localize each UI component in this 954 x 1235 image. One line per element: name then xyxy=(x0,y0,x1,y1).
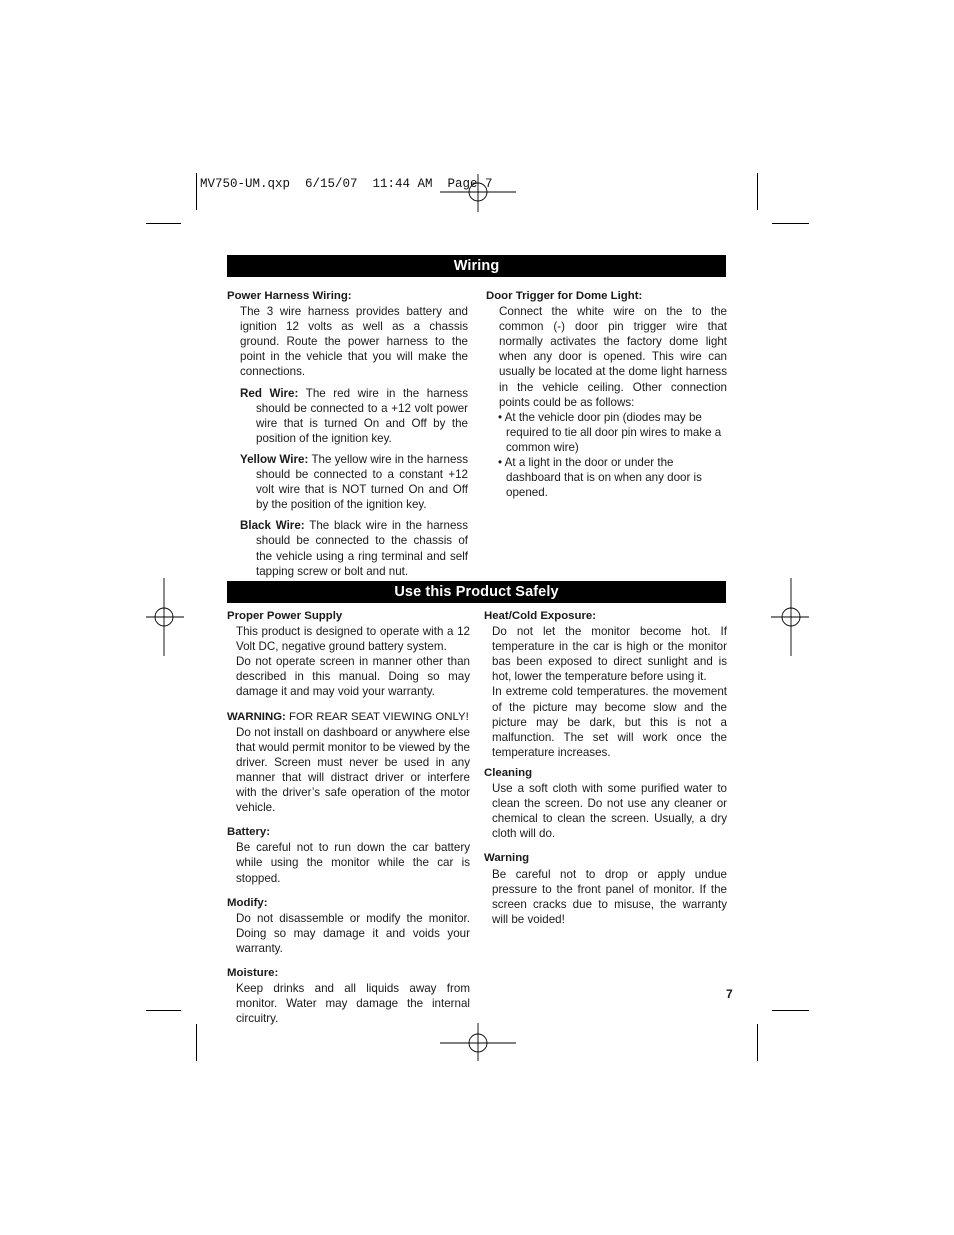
power-supply-text: This product is designed to operate with a 12 Volt DC, negative ground battery system. xyxy=(236,625,470,654)
heat-cold-text: In extreme cold temperatures. the movement of the picture may become slow and the picture may be dark, but this is not a malfunction. The set will work once the temperature increases. xyxy=(492,685,727,759)
yellow-wire-paragraph xyxy=(227,452,468,512)
black-wire-paragraph xyxy=(227,518,468,578)
red-wire-label: Red Wire: xyxy=(240,386,299,400)
warning-heading xyxy=(227,710,470,725)
yellow-wire-text: The yellow wire in the harness should be connected to a constant +12 volt wire that is NOT turned On and Off by the position of the ignition key. xyxy=(256,452,468,512)
printer-slug: MV750-UM.qxp 6/15/07 11:44 AM Page 7 xyxy=(200,177,493,191)
door-trigger-heading: Door Trigger for Dome Light: xyxy=(486,290,643,302)
crop-mark xyxy=(146,1010,181,1011)
warning-text: Be careful not to drop or apply undue pressure to the front panel of monitor. If the screen cracks due to misuse, the warranty will be voided! xyxy=(492,867,727,926)
registration-mark-bottom-icon xyxy=(440,1023,516,1063)
door-trigger-bullet: • At a light in the door or under the dashboard that is on when any door is opened. xyxy=(498,456,702,500)
registration-mark-right-icon xyxy=(771,578,811,656)
moisture-text: Keep drinks and all liquids away from monitor. Water may damage the internal circuitry. xyxy=(236,982,470,1026)
cleaning-text: Use a soft cloth with some purified water to clean the screen. Do not use any cleaner or chemical to clean the screen. Usually, a dry cloth will do. xyxy=(492,782,727,841)
crop-mark xyxy=(196,173,197,210)
door-trigger-bullet: • At the vehicle door pin (diodes may be required to tie all door pin wires to make a common wire) xyxy=(498,410,722,454)
modify-heading: Modify: xyxy=(227,896,268,909)
cleaning-heading: Cleaning xyxy=(484,766,533,779)
moisture-heading: Moisture: xyxy=(227,966,279,979)
power-harness-heading: Power Harness Wiring: xyxy=(227,290,352,302)
black-wire-label: Black Wire: xyxy=(240,519,305,533)
power-harness-section xyxy=(227,289,468,579)
safety-right-column xyxy=(484,609,727,927)
crop-mark xyxy=(757,173,758,210)
safety-section-title: Use this Product Safely xyxy=(227,581,726,603)
warning-heading: Warning xyxy=(484,852,530,865)
crop-mark xyxy=(146,223,181,224)
warning-text: Do not install on dashboard or anywhere else that would permit monitor to be viewed by the driver. Screen must never be used in any manner that will distract driver or interfere with the driver’s safe operation of the motor vehicle. xyxy=(236,725,470,815)
red-wire-text: The red wire in the harness should be connected to a +12 volt power wire that is turned On and Off by the position of the ignition key. xyxy=(256,386,468,445)
registration-mark-left-icon xyxy=(144,578,184,656)
wiring-section-title: Wiring xyxy=(227,255,726,277)
crop-mark xyxy=(757,1024,758,1061)
black-wire-text: The black wire in the harness should be connected to the chassis of the vehicle using a ring terminal and self tapping screw or bolt and nut. xyxy=(256,519,468,578)
battery-heading: Battery: xyxy=(227,826,271,839)
yellow-wire-label: Yellow Wire: xyxy=(240,452,309,466)
power-supply-text: Do not operate screen in manner other than described in this manual. Doing so may damage it and may void your warranty. xyxy=(236,655,470,699)
safety-left-column xyxy=(227,609,470,1026)
warning-label: WARNING: xyxy=(227,710,286,723)
battery-text: Be careful not to run down the car battery while using the monitor while the car is stopped. xyxy=(236,841,470,885)
door-trigger-text: Connect the white wire on the to the common (-) door pin trigger wire that normally activates the factory dome light when any door is opened. This wire can usually be located at the dome light harness in the vehicle ceiling. Other connection points could be as follows: xyxy=(499,305,727,409)
modify-text: Do not disassemble or modify the monitor. Doing so may damage it and voids your warranty. xyxy=(236,911,470,955)
power-supply-heading: Proper Power Supply xyxy=(227,610,343,622)
heat-cold-text: Do not let the monitor become hot. If temperature in the car is high or the monitor bas been exposed to direct sunlight and is hot, lower the temperature before using it. xyxy=(492,625,727,684)
crop-mark xyxy=(772,1010,809,1011)
door-trigger-section xyxy=(486,289,727,500)
heat-cold-heading: Heat/Cold Exposure: xyxy=(484,610,597,622)
crop-mark xyxy=(772,223,809,224)
registration-mark-top-icon xyxy=(440,172,516,212)
warning-label-rest: FOR REAR SEAT VIEWING ONLY! xyxy=(285,710,469,723)
red-wire-paragraph xyxy=(227,386,468,446)
page-number: 7 xyxy=(726,987,733,1001)
power-harness-text: The 3 wire harness provides battery and ignition 12 volts as well as a chassis ground. Route the power harness to the point in the vehicle that you will make the connections. xyxy=(240,305,468,379)
crop-mark xyxy=(196,1024,197,1061)
